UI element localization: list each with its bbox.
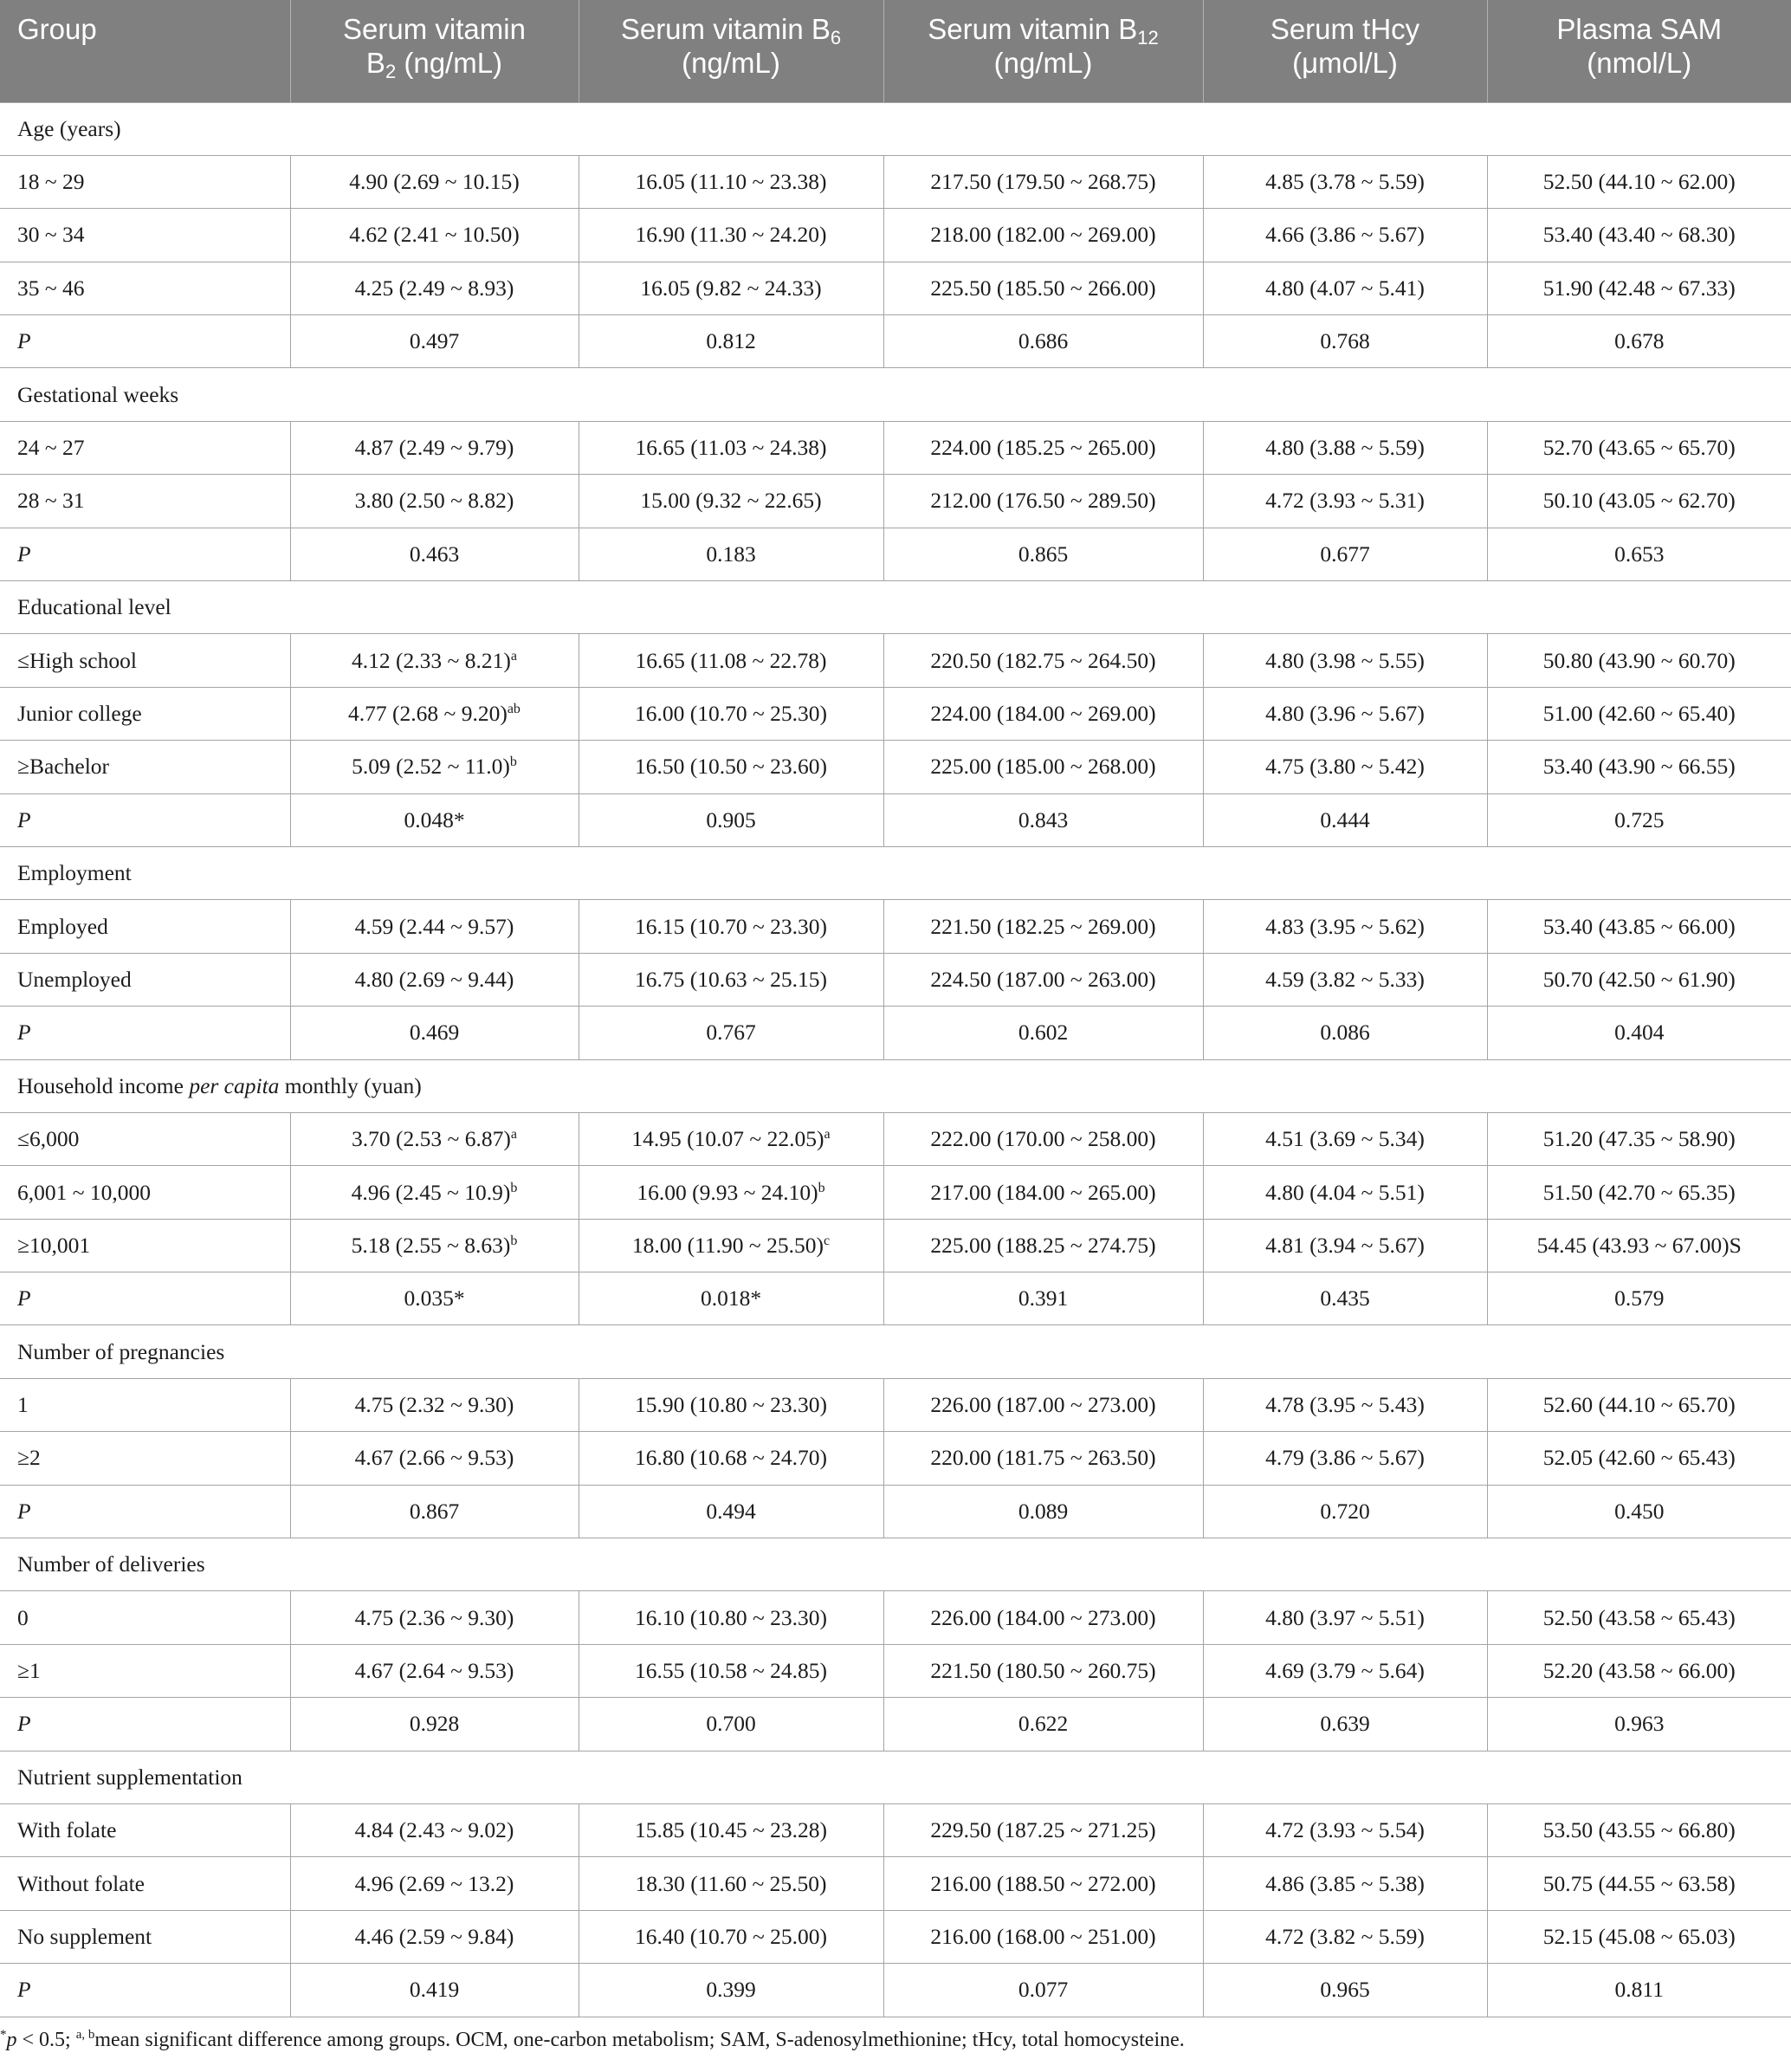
- p-value-row: P 0.463 0.183 0.865 0.677 0.653: [0, 528, 1791, 580]
- section-row-employment: Employment: [0, 846, 1791, 899]
- table-row: ≤High school 4.12 (2.33 ~ 8.21)$^a$ 16.65 (11.08 ~ 22.78) 220.50 (182.75 ~ 264.50) 4.80 (3.98 ~ 5.55) 50.80 (43.90 ~ 60.70): [0, 634, 1791, 687]
- table-row: No supplement 4.46 (2.59 ~ 9.84) 16.40 (10.70 ~ 25.00) 216.00 (168.00 ~ 251.00) 4.72 (3.82 ~ 5.59) 52.15 (45.08 ~ 65.03): [0, 1910, 1791, 1963]
- section-row-deliveries: Number of deliveries: [0, 1538, 1791, 1591]
- table-row: ≤6,000 3.70 (2.53 ~ 6.87)$^a$ 14.95 (10.07 ~ 22.05)$^a$ 222.00 (170.00 ~ 258.00) 4.51 (3.69 ~ 5.34) 51.20 (47.35 ~ 58.90): [0, 1112, 1791, 1165]
- table-row: Without folate 4.96 (2.69 ~ 13.2) 18.30 (11.60 ~ 25.50) 216.00 (188.50 ~ 272.00) 4.86 (3.85 ~ 5.38) 50.75 (44.55 ~ 63.58): [0, 1857, 1791, 1910]
- table-row: ≥10,001 5.18 (2.55 ~ 8.63)$^b$ 18.00 (11.90 ~ 25.50)$^c$ 225.00 (188.25 ~ 274.75) 4.81 (3.94 ~ 5.67) 54.45 (43.93 ~ 67.00)S: [0, 1219, 1791, 1272]
- header-vitamin-b6: Serum vitamin $B_6$ (ng/mL): [579, 0, 883, 102]
- table-row: 0 4.75 (2.36 ~ 9.30) 16.10 (10.80 ~ 23.30) 226.00 (184.00 ~ 273.00) 4.80 (3.97 ~ 5.51) 52.50 (43.58 ~ 65.43): [0, 1591, 1791, 1644]
- section-row-pregnancies: Number of pregnancies: [0, 1325, 1791, 1378]
- section-row-educational-level: Educational level: [0, 581, 1791, 634]
- table-row: ≥1 4.67 (2.64 ~ 9.53) 16.55 (10.58 ~ 24.85) 221.50 (180.50 ~ 260.75) 4.69 (3.79 ~ 5.64) 52.20 (43.58 ~ 66.00): [0, 1644, 1791, 1697]
- header-vitamin-b2: Serum vitamin $B_2$ (ng/mL): [290, 0, 579, 102]
- p-value-row: P 0.469 0.767 0.602 0.086 0.404: [0, 1007, 1791, 1059]
- table-row: ≥Bachelor 5.09 (2.52 ~ 11.0)$^b$ 16.50 (10.50 ~ 23.60) 225.00 (185.00 ~ 268.00) 4.75 (3.80 ~ 5.42) 53.40 (43.90 ~ 66.55): [0, 741, 1791, 793]
- table-row: ≥2 4.67 (2.66 ~ 9.53) 16.80 (10.68 ~ 24.70) 220.00 (181.75 ~ 263.50) 4.79 (3.86 ~ 5.67) 52.05 (42.60 ~ 65.43): [0, 1432, 1791, 1485]
- section-row-nutrient-supplementation: Nutrient supplementation: [0, 1751, 1791, 1803]
- p-value-row: P 0.035* 0.018* 0.391 0.435 0.579: [0, 1272, 1791, 1325]
- table-row: Employed 4.59 (2.44 ~ 9.57) 16.15 (10.70 ~ 23.30) 221.50 (182.25 ~ 269.00) 4.83 (3.95 ~ 5.62) 53.40 (43.85 ~ 66.00): [0, 900, 1791, 953]
- table-row: 1 4.75 (2.32 ~ 9.30) 15.90 (10.80 ~ 23.30) 226.00 (187.00 ~ 273.00) 4.78 (3.95 ~ 5.43) 52.60 (44.10 ~ 65.70): [0, 1378, 1791, 1431]
- p-value-row: P 0.048* 0.905 0.843 0.444 0.725: [0, 793, 1791, 846]
- table-row: 18 ~ 29 4.90 (2.69 ~ 10.15) 16.05 (11.10 ~ 23.38) 217.50 (179.50 ~ 268.75) 4.85 (3.78 ~ 5.59) 52.50 (44.10 ~ 62.00): [0, 155, 1791, 208]
- p-value-row: P 0.928 0.700 0.622 0.639 0.963: [0, 1698, 1791, 1751]
- table-footnote: *p < 0.5; $^{a, b}$mean significant difference among groups. OCM, one-carbon metabolism; SAM, S-adenosylmethionine; tHcy, total homocysteine.: [0, 2028, 1185, 2051]
- header-thcy: Serum tHcy (μmol/L): [1203, 0, 1487, 102]
- header-vitamin-b12: Serum vitamin $B_{12}$ (ng/mL): [883, 0, 1203, 102]
- p-value-row: P 0.867 0.494 0.089 0.720 0.450: [0, 1485, 1791, 1538]
- p-value-row: P 0.419 0.399 0.077 0.965 0.811: [0, 1964, 1791, 2017]
- table-row: Junior college 4.77 (2.68 ~ 9.20)$^{ab}$ 16.00 (10.70 ~ 25.30) 224.00 (184.00 ~ 269.00) 4.80 (3.96 ~ 5.67) 51.00 (42.60 ~ 65.40): [0, 687, 1791, 740]
- table-row: 35 ~ 46 4.25 (2.49 ~ 8.93) 16.05 (9.82 ~ 24.33) 225.50 (185.50 ~ 266.00) 4.80 (4.07 ~ 5.41) 51.90 (42.48 ~ 67.33): [0, 262, 1791, 314]
- header-sam: Plasma SAM (nmol/L): [1487, 0, 1791, 102]
- header-group: Group: [0, 0, 290, 102]
- table-row: 30 ~ 34 4.62 (2.41 ~ 10.50) 16.90 (11.30 ~ 24.20) 218.00 (182.00 ~ 269.00) 4.66 (3.86 ~ 5.67) 53.40 (43.40 ~ 68.30): [0, 209, 1791, 262]
- header-row: [0, 0, 1791, 102]
- p-value-row: P 0.497 0.812 0.686 0.768 0.678: [0, 315, 1791, 368]
- table-row: Unemployed 4.80 (2.69 ~ 9.44) 16.75 (10.63 ~ 25.15) 224.50 (187.00 ~ 263.00) 4.59 (3.82 ~ 5.33) 50.70 (42.50 ~ 61.90): [0, 953, 1791, 1006]
- table-row: 24 ~ 27 4.87 (2.49 ~ 9.79) 16.65 (11.03 ~ 24.38) 224.00 (185.25 ~ 265.00) 4.80 (3.88 ~ 5.59) 52.70 (43.65 ~ 65.70): [0, 421, 1791, 474]
- table-row: 6,001 ~ 10,000 4.96 (2.45 ~ 10.9)$^b$ 16.00 (9.93 ~ 24.10)$^b$ 217.00 (184.00 ~ 265.00) 4.80 (4.04 ~ 5.51) 51.50 (42.70 ~ 65.35): [0, 1166, 1791, 1219]
- table-row: With folate 4.84 (2.43 ~ 9.02) 15.85 (10.45 ~ 23.28) 229.50 (187.25 ~ 271.25) 4.72 (3.93 ~ 5.54) 53.50 (43.55 ~ 66.80): [0, 1804, 1791, 1857]
- section-row-age: Age (years): [0, 102, 1791, 155]
- section-row-gestational-weeks: Gestational weeks: [0, 368, 1791, 421]
- table-row: 28 ~ 31 3.80 (2.50 ~ 8.82) 15.00 (9.32 ~ 22.65) 212.00 (176.50 ~ 289.50) 4.72 (3.93 ~ 5.31) 50.10 (43.05 ~ 62.70): [0, 475, 1791, 528]
- section-row-household-income: Household income per capita monthly (yuan): [0, 1059, 1791, 1112]
